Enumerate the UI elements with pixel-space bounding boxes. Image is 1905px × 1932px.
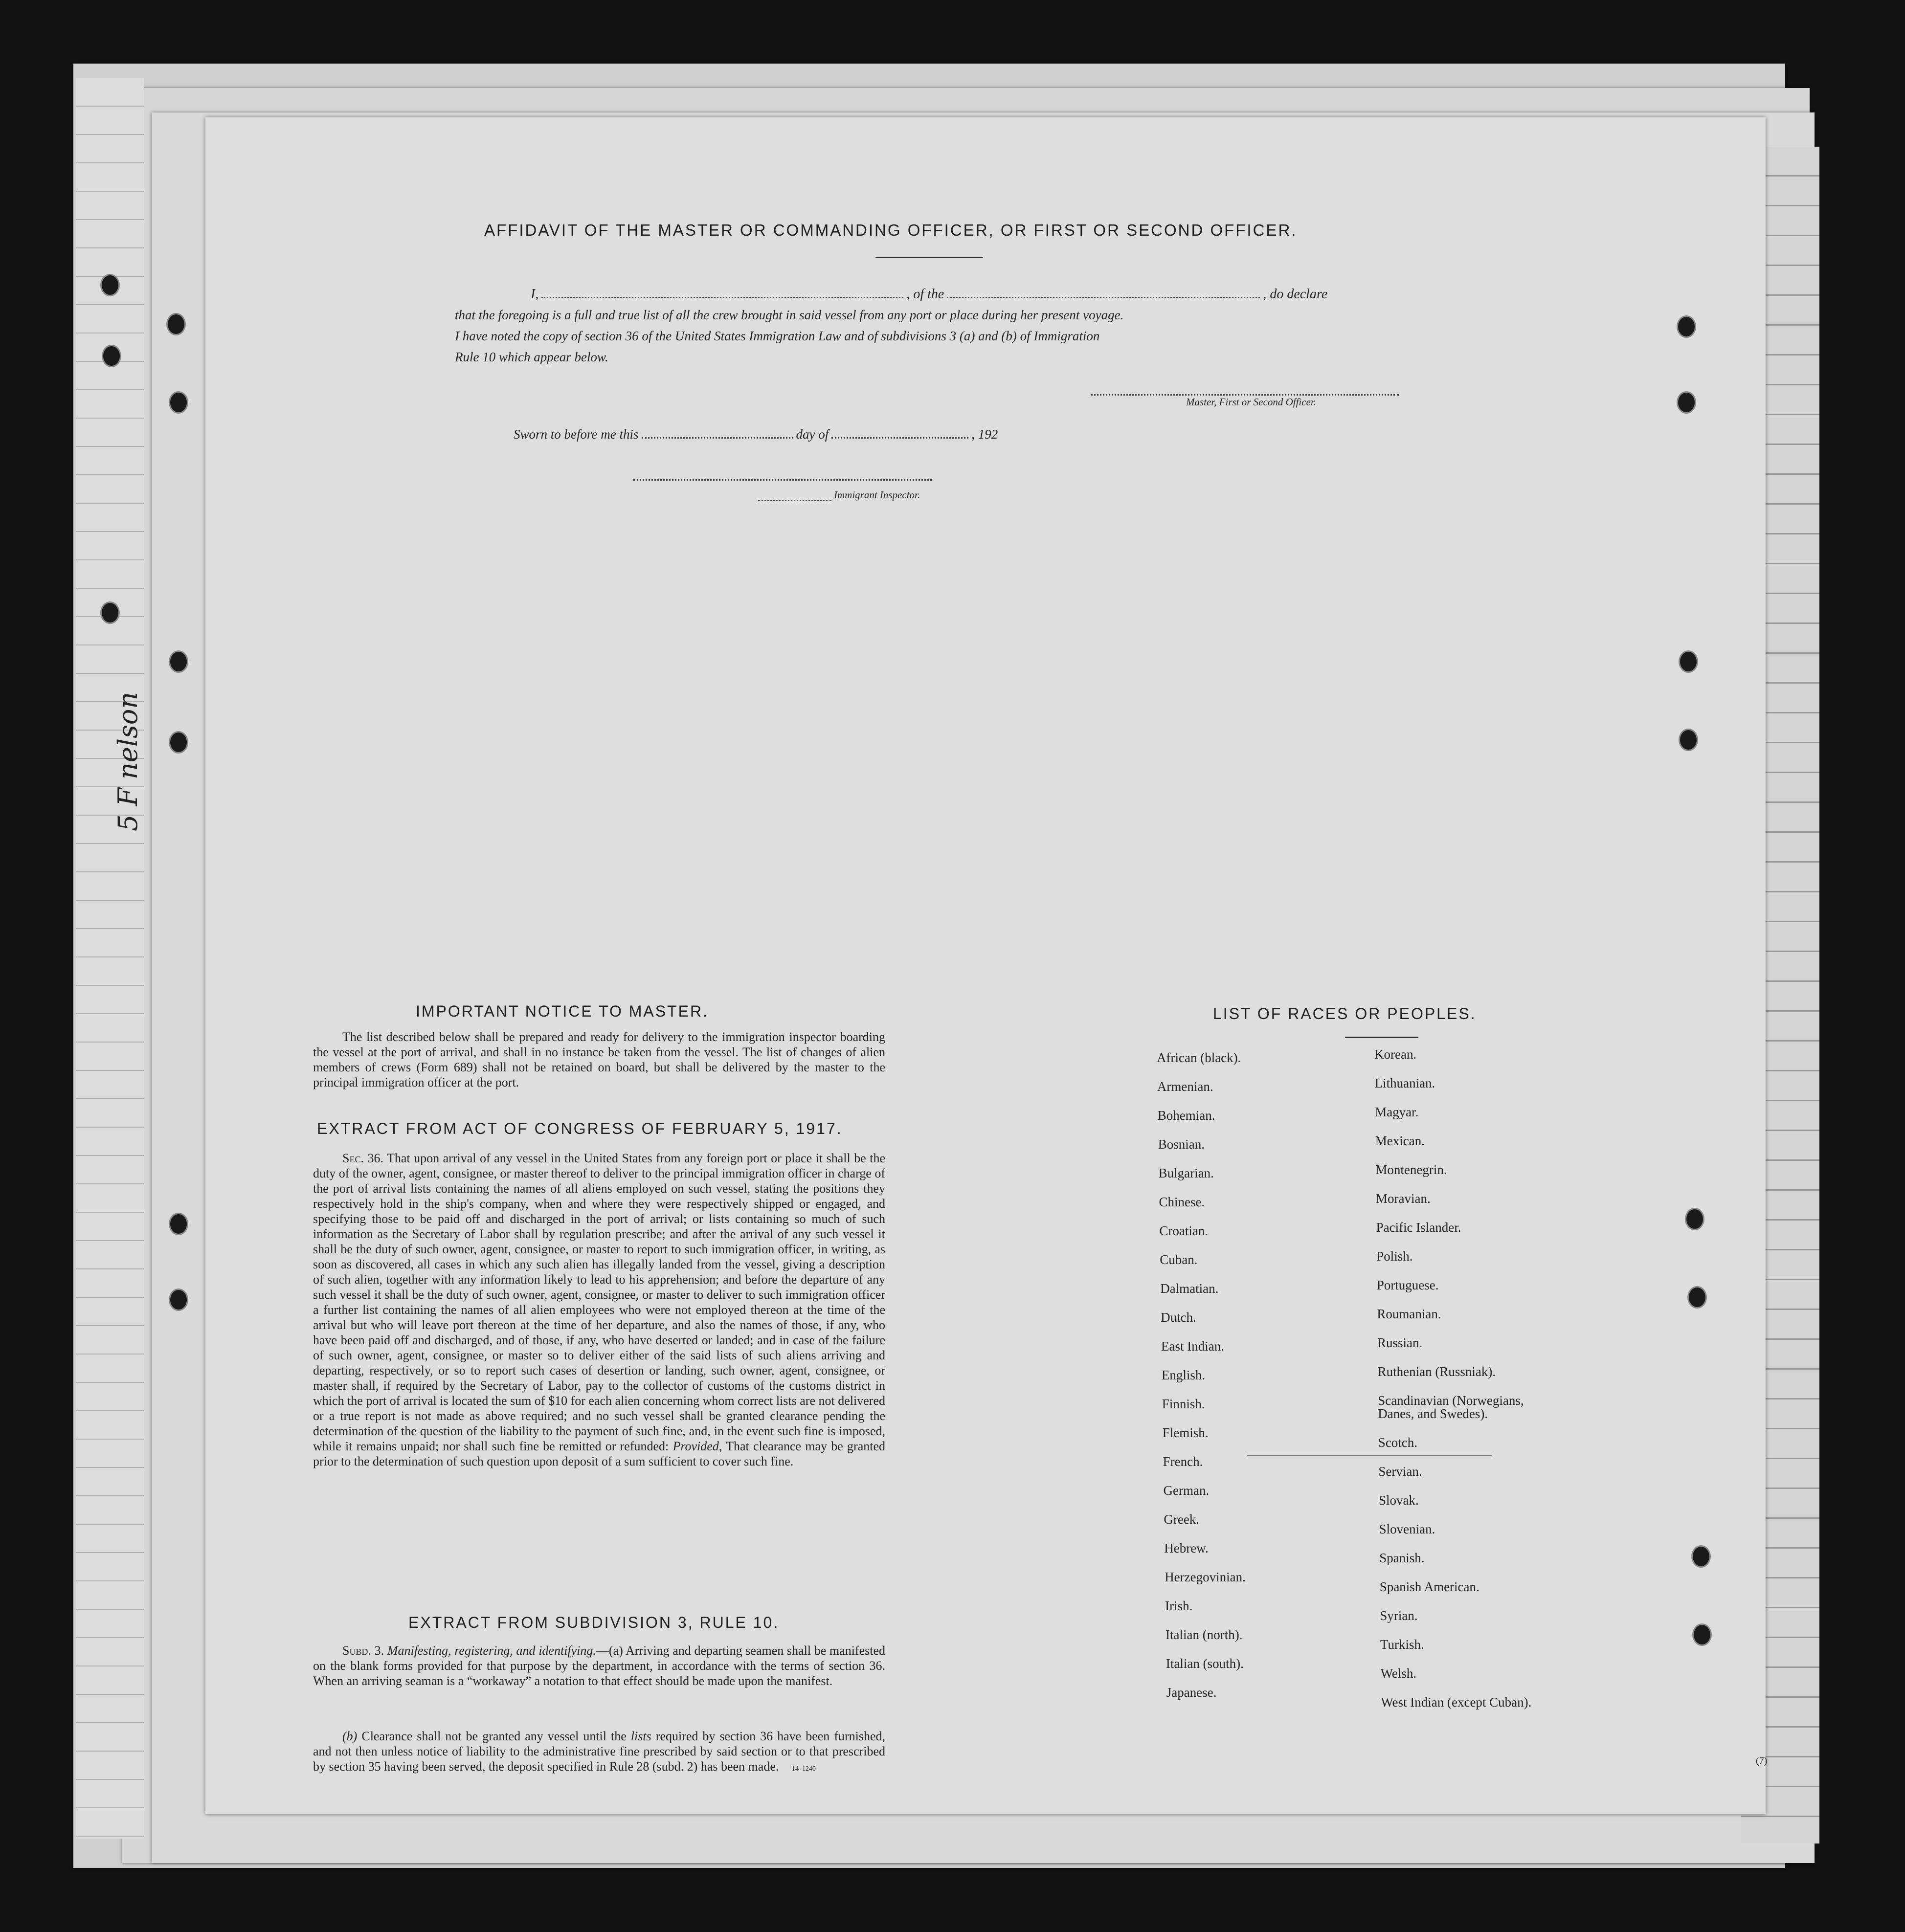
declaration-i: I,: [531, 287, 539, 302]
race-item: Roumanian.: [1377, 1307, 1441, 1321]
race-item: Russian.: [1377, 1335, 1423, 1350]
races-divider: [1247, 1455, 1492, 1456]
race-item: Bosnian.: [1158, 1137, 1205, 1152]
rule-subd: Subd. 3.: [342, 1643, 384, 1658]
master-label: Master, First or Second Officer.: [1186, 396, 1316, 408]
race-item: West Indian (except Cuban).: [1381, 1695, 1532, 1710]
punch-hole: [1679, 650, 1698, 673]
notice-text: The list described below shall be prepared and ready for delivery to the immigration inspector boarding the vessel at the port of arrival, and shall in no instance be taken from the vessel. The list of changes of alien members of crews (Form 689) shall not be retained on board, but shall be delivered by the master to the principal immigration officer at the port.: [313, 1030, 885, 1089]
declaration-line-2: that the foregoing is a full and true list of all the crew brought in said vessel from any port or place during her present voyage.: [455, 308, 1124, 322]
race-item: Scotch.: [1378, 1435, 1418, 1450]
race-item: Chinese.: [1159, 1195, 1205, 1209]
race-item: Bulgarian.: [1158, 1166, 1214, 1180]
race-item: English.: [1161, 1368, 1206, 1382]
declaration-line-4: Rule 10 which appear below.: [455, 350, 608, 364]
act-body-end: That clearance may be granted prior to the determination of such question upon deposit of a sum sufficient to cover such fine.: [313, 1439, 886, 1468]
race-item: Cuban.: [1160, 1252, 1198, 1267]
declaration-block: [455, 284, 1399, 368]
punch-hole: [166, 313, 186, 335]
year-label: , 192: [971, 427, 998, 442]
margin-handwriting: 5 F nelson: [112, 691, 143, 831]
race-item: Slovak.: [1379, 1493, 1419, 1508]
punch-hole: [169, 731, 188, 754]
race-item: African (black).: [1157, 1050, 1241, 1065]
punch-hole: [1685, 1208, 1704, 1230]
race-item: Lithuanian.: [1374, 1076, 1435, 1090]
punch-hole: [100, 601, 120, 624]
rule-b-lists: lists: [630, 1729, 651, 1743]
race-item: Moravian.: [1376, 1191, 1431, 1206]
act-text: [313, 1151, 885, 1469]
act-heading: EXTRACT FROM ACT OF CONGRESS OF FEBRUARY 5, 1917.: [317, 1120, 843, 1137]
punch-hole: [1691, 1545, 1711, 1568]
title-rule: [875, 257, 983, 258]
declaration-do-declare: , do declare: [1263, 287, 1328, 302]
race-item: Croatian.: [1159, 1223, 1209, 1238]
race-item: East Indian.: [1161, 1339, 1224, 1354]
punch-hole: [1677, 391, 1696, 414]
rule-b-body-2: required by section 36 have been furnished, and not then unless notice of liability to the administrative fine prescribed by said section or to that prescribed by section 35 having been served, the deposit specified in Rule 28 (subd. 2) has been made.: [313, 1729, 886, 1774]
ruled-left-strip: [76, 78, 144, 1839]
page-number: (7): [1756, 1755, 1768, 1766]
punch-hole: [1692, 1623, 1712, 1646]
race-item: Pacific Islander.: [1376, 1220, 1461, 1235]
race-item: Flemish.: [1162, 1425, 1209, 1440]
form-number: 14–1240: [791, 1765, 816, 1773]
rule-heading: EXTRACT FROM SUBDIVISION 3, RULE 10.: [408, 1614, 780, 1631]
race-item: Slovenian.: [1379, 1522, 1435, 1536]
punch-hole: [1679, 729, 1698, 751]
race-item: Finnish.: [1162, 1397, 1205, 1411]
punch-hole: [1677, 315, 1696, 338]
rule-subd-title: Manifesting, registering, and identifying.: [387, 1643, 596, 1658]
race-item: Italian (south).: [1165, 1656, 1244, 1671]
inspector-label: Immigrant Inspector.: [834, 489, 920, 501]
name-blank: [541, 297, 903, 298]
races-heading: LIST OF RACES OR PEOPLES.: [1213, 1005, 1477, 1022]
race-item: Dalmatian.: [1160, 1281, 1219, 1296]
act-section: Sec. 36.: [342, 1151, 383, 1165]
inspector-signature-line: [633, 479, 932, 481]
race-item: Portuguese.: [1376, 1278, 1439, 1292]
punch-hole: [169, 1213, 188, 1235]
rule-b-label: (b): [342, 1729, 358, 1743]
rule-b-text: [313, 1729, 885, 1777]
punch-hole: [100, 274, 120, 296]
notice-heading: IMPORTANT NOTICE TO MASTER.: [416, 1002, 709, 1020]
punch-hole: [102, 345, 121, 367]
vessel-blank: [947, 297, 1260, 298]
race-item: Bohemian.: [1157, 1108, 1215, 1123]
race-item: Turkish.: [1380, 1637, 1424, 1652]
master-signature-line: [1091, 394, 1399, 396]
race-item: Servian.: [1378, 1464, 1422, 1479]
punch-hole: [1687, 1286, 1707, 1309]
race-item: Scandinavian (Norwegians, Danes, and Swedes).: [1378, 1393, 1524, 1421]
race-item: Syrian.: [1380, 1608, 1418, 1623]
day-blank: [642, 437, 793, 439]
race-item: Herzegovinian.: [1165, 1570, 1246, 1584]
races-rule: [1345, 1037, 1418, 1038]
race-item: Magyar.: [1375, 1105, 1419, 1119]
act-body: That upon arrival of any vessel in the United States from any foreign port or place it shall be the duty of the owner, agent, consignee, or master thereof to deliver to the principal immigration officer in charge of the port of arrival lists containing the names of all aliens employed on such vessel, stating the positions they respectively hold in the ship's company, when and where they were respectively shipped or engaged, and specifying those to be paid off and discharged in the port of arrival; or lists containing so much of such information as the Secretary of Labor shall by regulation prescribe; and after the arrival of any such vessel it shall be the duty of such owner, agent, consignee, or master to report to such immigration officer, in writing, as soon as discovered, all cases in which any such alien has illegally landed from the vessel, giving a description of such alien, together with any information likely to lead to his apprehension; and before the departure of any such vessel it shall be the duty of such owner, agent, consignee, or master to deliver to such immigration officer a further list containing the names of all alien employees who were not employed thereon at the time of the arrival but who will leave port thereon at the time of her departure, and also the names of those, if any, who have been paid off and discharged, and of those, if any, who have deserted or landed; and in case of the failure of such owner, agent, consignee, or master so to deliver either of the said lists of such aliens arriving and departing, respectively, or so to report such cases of desertion or landing, such owner, agent, consignee, or master shall, if required by the Secretary of Labor, pay to the collector of customs of the customs district in which the port of arrival is located the sum of $10 for each alien concerning whom correct lists are not delivered or a true report is not made as above required; and no such vessel shall be granted clearance pending the determination of the question of the liability to the payment of such fine, and, in the event such fine is imposed, while it remains unpaid; nor shall such fine be remitted or refunded:: [313, 1151, 885, 1453]
race-item: Ruthenian (Russniak).: [1377, 1364, 1496, 1379]
race-item: Armenian.: [1157, 1079, 1213, 1094]
race-item: Spanish American.: [1379, 1579, 1479, 1594]
race-item: German.: [1163, 1483, 1210, 1498]
race-item: Polish.: [1376, 1249, 1413, 1264]
race-item: Montenegrin.: [1375, 1162, 1447, 1177]
race-item: Italian (north).: [1165, 1627, 1243, 1642]
declaration-of-the: , of the: [906, 287, 944, 302]
sworn-line: [514, 427, 998, 442]
race-item: Spanish.: [1379, 1551, 1425, 1565]
day-of-label: day of: [796, 427, 829, 442]
inspector-dots: [758, 500, 831, 501]
race-item: Japanese.: [1166, 1685, 1217, 1700]
rule-b-body-1: Clearance shall not be granted any vessel until the: [361, 1729, 627, 1743]
race-item: Irish.: [1165, 1599, 1193, 1613]
rule-a-text: [313, 1643, 885, 1688]
race-item: Korean.: [1374, 1047, 1417, 1062]
act-provided: Provided,: [672, 1439, 722, 1453]
race-item: Mexican.: [1375, 1133, 1425, 1148]
punch-hole: [169, 650, 188, 673]
declaration-line-3: I have noted the copy of section 36 of the United States Immigration Law and of subdivisions 3 (a) and (b) of Immigration: [455, 329, 1100, 343]
race-item: Welsh.: [1380, 1666, 1417, 1681]
sworn-label: Sworn to before me this: [514, 427, 639, 442]
race-item: French.: [1163, 1454, 1203, 1469]
race-item: Dutch.: [1161, 1310, 1196, 1325]
punch-hole: [169, 1288, 188, 1311]
rule-a-body: Arriving and departing seamen shall be manifested on the blank forms provided for that purpose by the department, in accordance with the terms of section 36. When an arriving seaman is a “workaway” a notation to that effect should be made upon the manifest.: [313, 1643, 885, 1688]
race-item: Hebrew.: [1164, 1541, 1209, 1555]
affidavit-title: AFFIDAVIT OF THE MASTER OR COMMANDING OFFICER, OR FIRST OR SECOND OFFICER.: [484, 221, 1298, 239]
race-item: Greek.: [1164, 1512, 1200, 1527]
rule-a-label: —(a): [596, 1643, 623, 1658]
month-blank: [831, 437, 968, 439]
punch-hole: [169, 391, 188, 414]
